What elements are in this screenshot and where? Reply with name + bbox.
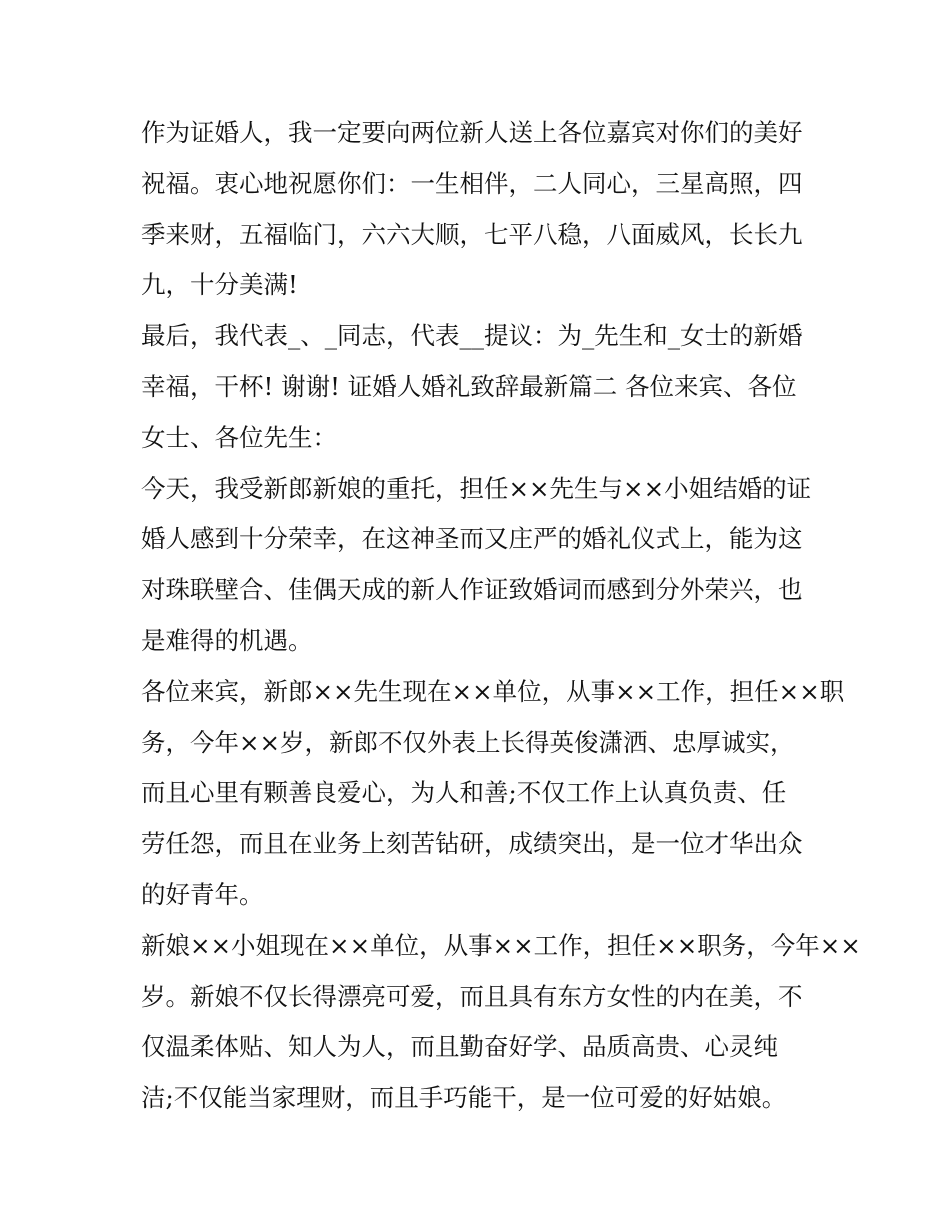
paragraph-blessing	[141, 108, 821, 311]
text-line: 务，今年××岁，新郎不仅外表上长得英俊潇洒、忠厚诚实，	[141, 727, 795, 757]
text-line: 的好青年。	[141, 879, 264, 909]
text-line: 洁;不仅能当家理财，而且手巧能干，是一位可爱的好姑娘。	[141, 1083, 787, 1113]
text-line: 而且心里有颗善良爱心，为人和善;不仅工作上认真负责、任	[141, 778, 787, 808]
text-line: 九，十分美满!	[141, 270, 298, 300]
text-line: 劳任怨，而且在业务上刻苦钻研，成绩突出，是一位才华出众	[141, 829, 803, 859]
text-line: 仅温柔体贴、知人为人，而且勤奋好学、品质高贵、心灵纯	[141, 1032, 778, 1062]
text-line: 幸福，干杯! 谢谢! 证婚人婚礼致辞最新篇二 各位来宾、各位	[141, 371, 797, 401]
text-line: 今天，我受新郎新娘的重托，担任××先生与××小姐结婚的证	[141, 473, 812, 503]
document-body	[141, 108, 861, 1124]
text-line: 新娘××小姐现在××单位，从事××工作，担任××职务，今年××	[141, 930, 861, 960]
text-line: 作为证婚人，我一定要向两位新人送上各位嘉宾对你们的美好	[141, 118, 803, 147]
text-line: 婚人感到十分荣幸，在这神圣而又庄严的婚礼仪式上，能为这	[141, 524, 803, 554]
paragraph-bride	[141, 921, 861, 1124]
text-line: 祝福。衷心地祝愿你们：一生相伴，二人同心，三星高照，四	[141, 168, 803, 198]
text-line: 岁。新娘不仅长得漂亮可爱，而且具有东方女性的内在美，不	[141, 981, 803, 1011]
text-line: 是难得的机遇。	[141, 625, 313, 655]
text-line: 女士、各位先生：	[141, 422, 337, 452]
text-line: 季来财，五福临门，六六大顺，七平八稳，八面威风，长长九	[141, 219, 803, 249]
text-line: 最后，我代表_、_同志，代表__提议：为_先生和_女士的新婚	[141, 321, 803, 351]
paragraph-toast	[141, 311, 821, 463]
text-line: 对珠联壁合、佳偶天成的新人作证致婚词而感到分外荣兴，也	[141, 575, 803, 605]
paragraph-introduction	[141, 464, 821, 667]
text-line: 各位来宾，新郎××先生现在××单位，从事××工作，担任××职	[141, 676, 845, 706]
paragraph-groom	[141, 667, 845, 921]
